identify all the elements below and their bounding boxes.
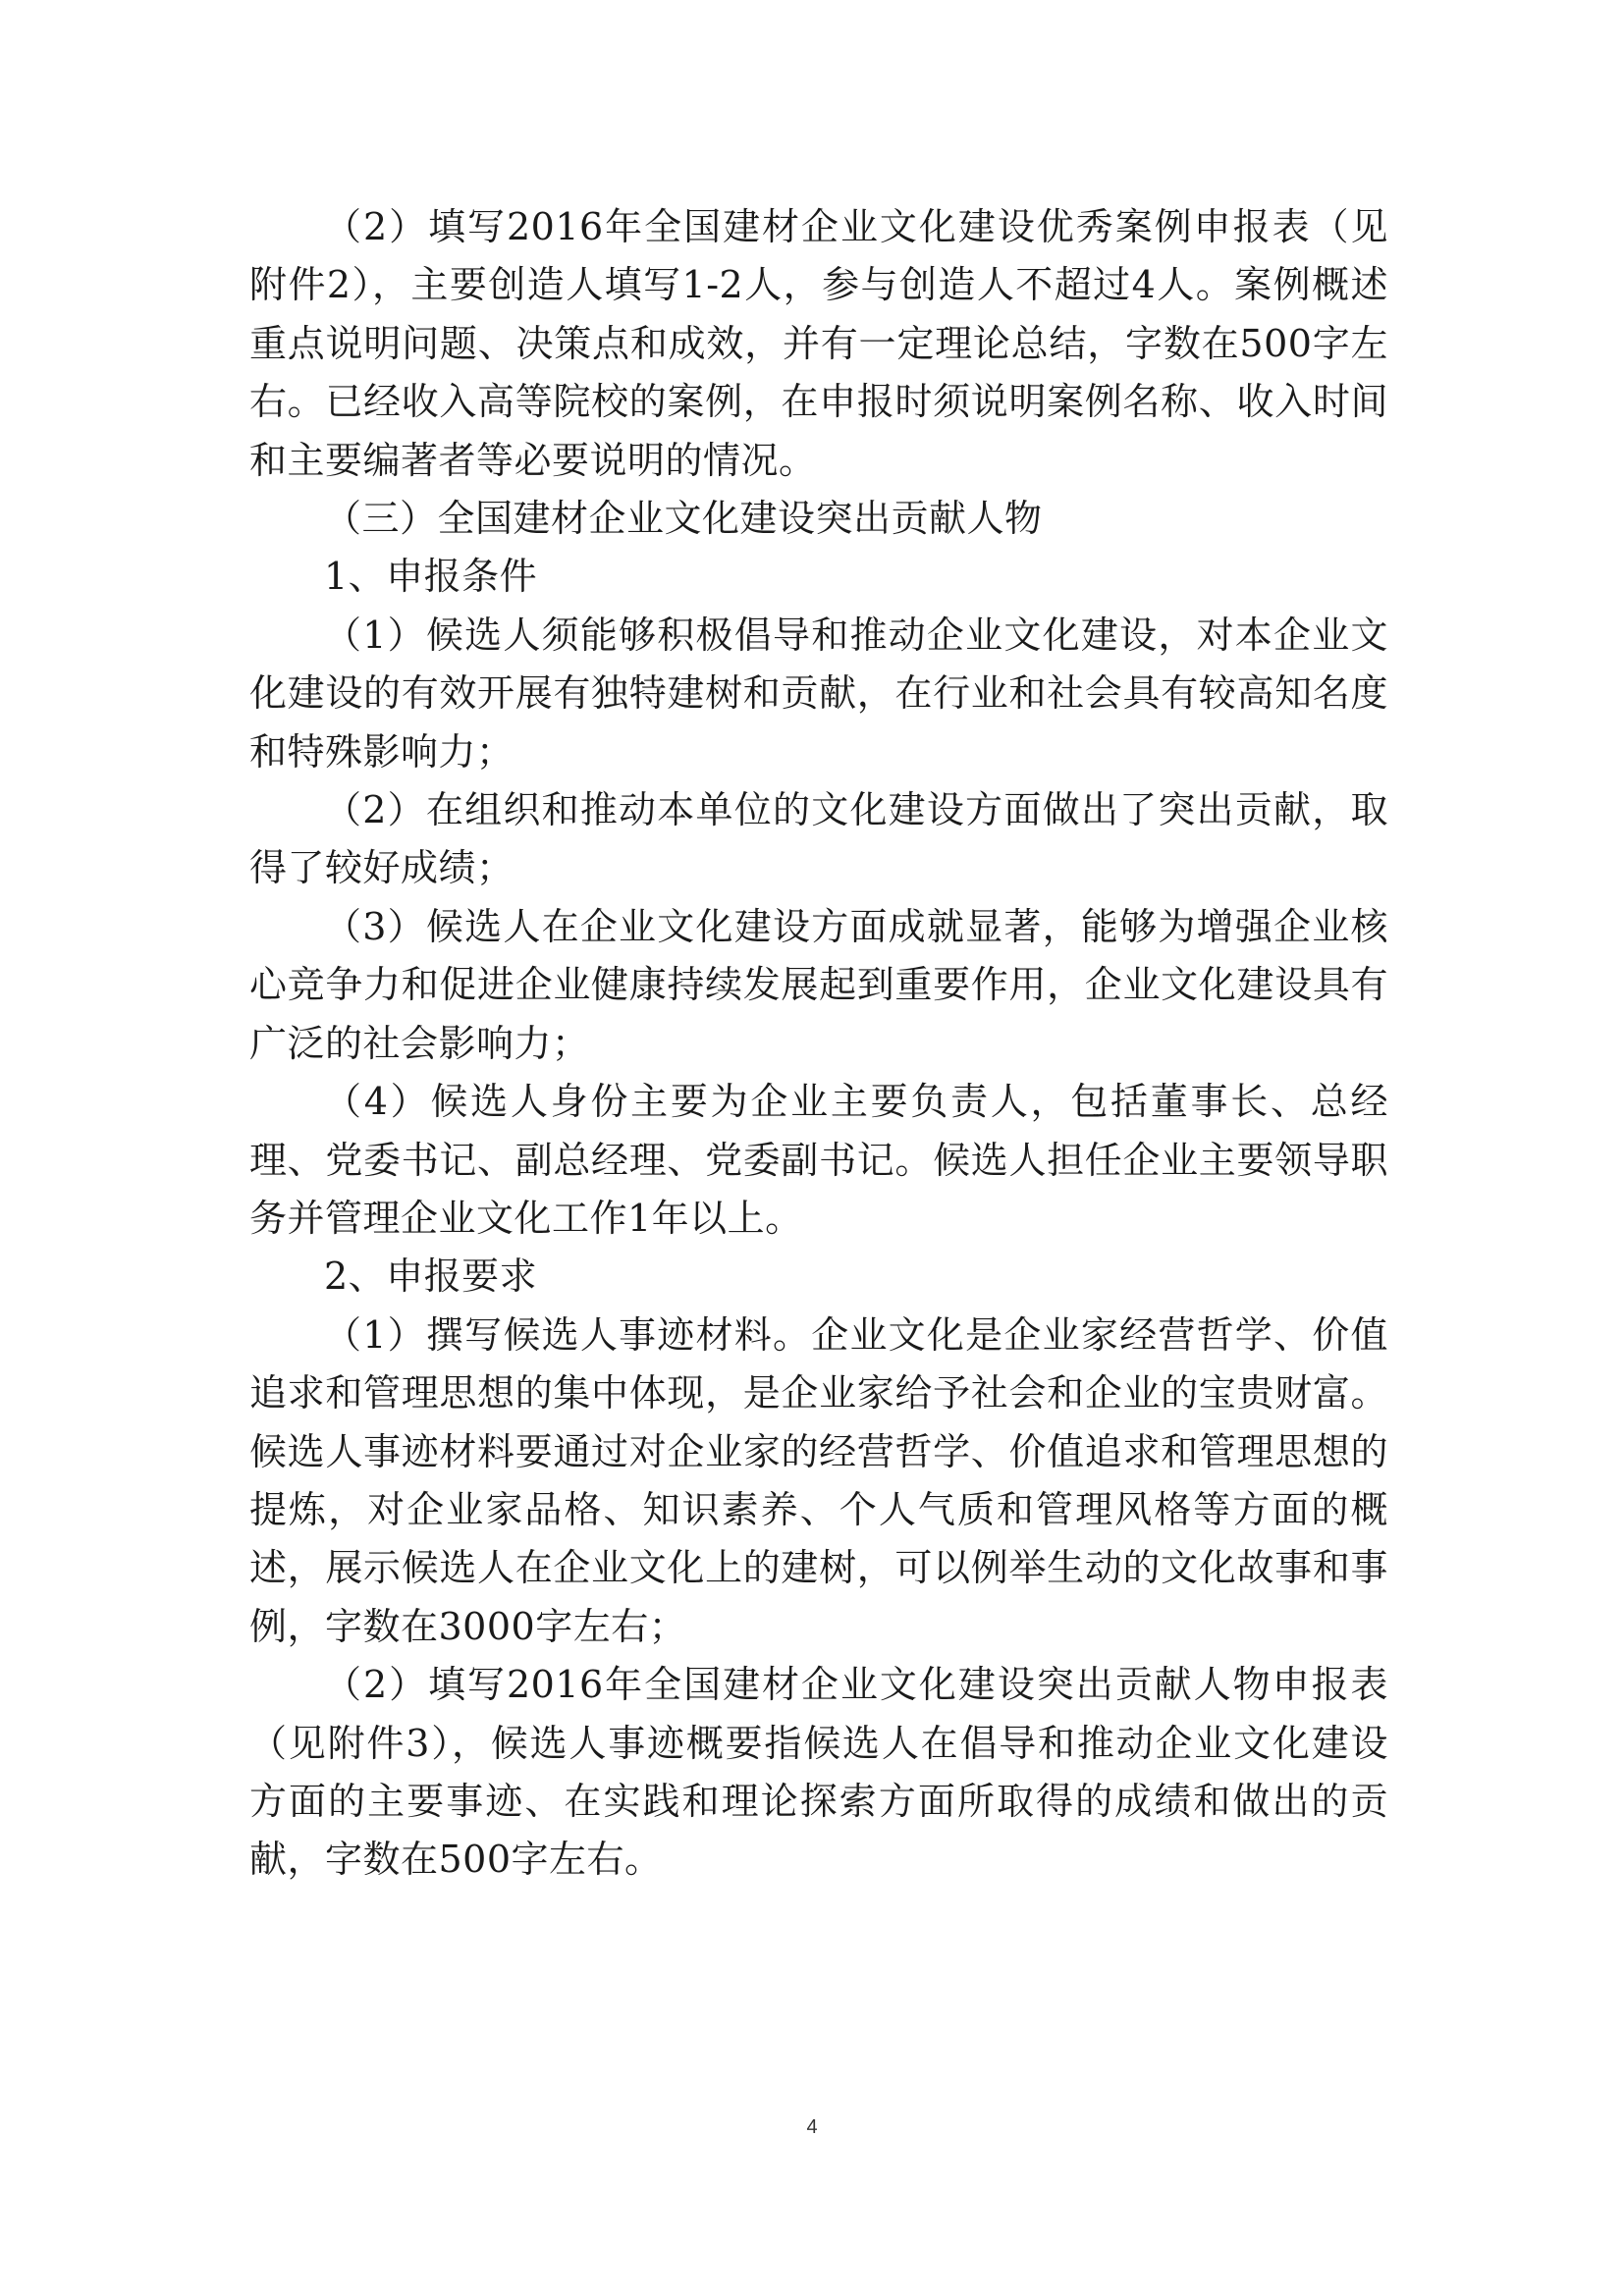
document-body: [249, 198, 1388, 1890]
page-number: 4: [806, 2116, 818, 2138]
condition-item-4: （4）候选人身份主要为企业主要负责人，包括董事长、总经理、党委书记、副总经理、党委副书记。候选人担任企业主要领导职务并管理企业文化工作1年以上。: [249, 1080, 1388, 1240]
section-heading-contribution-figures: （三）全国建材企业文化建设突出贡献人物: [324, 497, 1043, 541]
requirement-item-2: （2）填写2016年全国建材企业文化建设突出贡献人物申报表（见附件3），候选人事迹概要指候选人在倡导和推动企业文化建设方面的主要事迹、在实践和理论探索方面所取得的成绩和做出的贡献，字数在500字左右。: [249, 1663, 1388, 1882]
condition-item-2: （2）在组织和推动本单位的文化建设方面做出了突出贡献，取得了较好成绩；: [249, 788, 1388, 890]
condition-item-1: （1）候选人须能够积极倡导和推动企业文化建设，对本企业文化建设的有效开展有独特建树和贡献，在行业和社会具有较高知名度和特殊影响力；: [249, 613, 1388, 774]
condition-item-3: （3）候选人在企业文化建设方面成就显著，能够为增强企业核心竞争力和促进企业健康持续发展起到重要作用，企业文化建设具有广泛的社会影响力；: [249, 904, 1388, 1065]
subheading-application-requirements: 2、申报要求: [324, 1255, 538, 1299]
requirement-item-1: （1）撰写候选人事迹材料。企业文化是企业家经营哲学、价值追求和管理思想的集中体现，是企业家给予社会和企业的宝贵财富。候选人事迹材料要通过对企业家的经营哲学、价值追求和管理思想的提炼，对企业家品格、知识素养、个人气质和管理风格等方面的概述，展示候选人在企业文化上的建树，可以例举生动的文化故事和事例，字数在3000字左右；: [249, 1312, 1388, 1648]
paragraph-case-form-requirements: （2）填写2016年全国建材企业文化建设优秀案例申报表（见附件2），主要创造人填写1-2人，参与创造人不超过4人。案例概述重点说明问题、决策点和成效，并有一定理论总结，字数在500字左右。已经收入高等院校的案例，在申报时须说明案例名称、收入时间和主要编著者等必要说明的情况。: [249, 205, 1388, 482]
subheading-application-conditions: 1、申报条件: [324, 555, 538, 599]
